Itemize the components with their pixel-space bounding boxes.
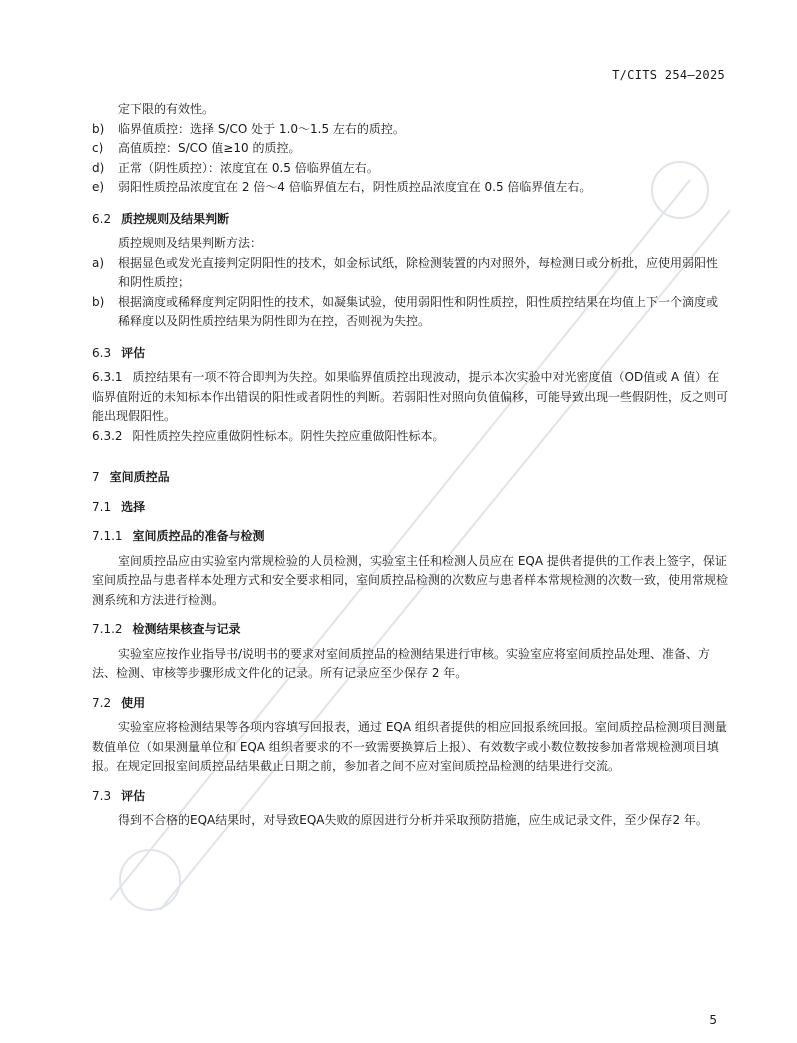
list-item-label: c)	[92, 141, 104, 155]
list-item-text: 正常（阴性质控）：浓度宜在 0.5 倍临界值左右。	[118, 160, 379, 175]
section-title: 评估	[121, 345, 146, 360]
paragraph: 质控规则及结果判断方法：	[118, 236, 263, 250]
section-number: 7	[92, 470, 100, 484]
section-title: 选择	[121, 499, 146, 514]
clause-6-3-2	[92, 427, 728, 447]
document-code: T/CITS 254—2025	[612, 68, 725, 82]
list-item-label: b)	[92, 121, 105, 136]
list-item-text: 弱阳性质控品浓度宜在 2 倍～4 倍临界值左右，阴性质控品浓度宜在 0.5 倍临界值左右。	[118, 180, 592, 194]
section-title: 质控规则及结果判断	[121, 211, 230, 226]
clause-text: 质控结果有一项不符合即判为失控。如果临界值质控出现波动，提示本次实验中对光密度值（OD值或 A 值）在临界值附近的未知标本作出错误的阳性或者阴性的判断。若弱阳性对照向负值偏移，可能导致出现一些假阴性，反之则可能出现假阳性。	[92, 370, 729, 423]
section-heading-7-3	[92, 787, 728, 807]
page-number: 5	[709, 1013, 717, 1027]
section-title: 检测结果核查与记录	[132, 622, 241, 636]
clause-number: 6.3.1	[92, 370, 123, 384]
document-body	[92, 100, 728, 831]
list-item	[92, 293, 728, 332]
section-number: 7.1	[92, 499, 112, 514]
paragraph: 实验室应将检测结果等各项内容填写回报表，通过 EQA 组织者提供的相应回报系统回报。室间质控品检测项目测量数值单位（如果测量单位和 EQA 组织者要求的不一致需要换算后上报）、有效数字或小数位数按参加者常规检测项目填报。在规定回报室间质控品结果截止日期之前，参加者之间不应对室间质控品检测的结果进行交流。	[92, 720, 727, 773]
section-heading-6-2	[92, 210, 728, 230]
section-heading-7-1	[92, 498, 728, 518]
section-number: 7.3	[92, 788, 112, 803]
paragraph: 实验室应按作业指导书/说明书的要求对室间质控品的检测结果进行审核。实验室应将室间质控品处理、准备、方法、检测、审核等步骤形成文件化的记录。所有记录应至少保存 2 年。	[92, 646, 711, 680]
list-item-label: d)	[92, 160, 105, 175]
list-item	[92, 159, 728, 179]
list-item-label: a)	[92, 255, 105, 270]
paragraph: 得到不合格的EQA结果时，对导致EQA失败的原因进行分析并采取预防措施，应生成记录文件，至少保存2 年。	[118, 813, 708, 827]
section-heading-6-3	[92, 344, 728, 364]
list-item	[92, 254, 728, 293]
list-item-text: 根据显色或发光直接判定阴阳性的技术，如金标试纸，除检测装置的内对照外，每检测日或分析批，应使用弱阳性和阴性质控；	[118, 255, 719, 289]
list-item	[92, 120, 728, 140]
section-number: 6.2	[92, 211, 112, 226]
section-heading-7-1-1	[92, 527, 728, 547]
list-item-text: 高值质控：S/CO 值≥10 的质控。	[118, 141, 301, 155]
clause-text: 阳性质控失控应重做阴性标本。阴性失控应重做阳性标本。	[132, 428, 445, 443]
section-number: 6.3	[92, 345, 112, 360]
list-item-label: e)	[92, 180, 105, 194]
section-title: 室间质控品	[109, 470, 170, 484]
clause-6-3-1	[92, 368, 728, 427]
list-item-continuation: 定下限的有效性。	[118, 102, 215, 116]
section-title: 室间质控品的准备与检测	[132, 529, 265, 543]
list-item-text: 根据滴度或稀释度判定阴阳性的技术，如凝集试验，使用弱阳性和阴性质控，阳性质控结果在均值上下一个滴度或稀释度以及阴性质控结果为阴性即为在控，否则视为失控。	[118, 294, 719, 328]
list-item	[92, 178, 728, 198]
section-heading-7-2	[92, 694, 728, 714]
paragraph: 室间质控品应由实验室内常规检验的人员检测，实验室主任和检测人员应在 EQA 提供者提供的工作表上签字，保证室间质控品与患者样本处理方式和安全要求相同，室间质控品检测的次数应与患者样本常规检测的次数一致，使用常规检测系统和方法进行检测。	[92, 553, 729, 607]
section-number: 7.1.2	[92, 622, 123, 636]
quality-control-list	[92, 120, 728, 198]
list-item-text: 临界值质控：选择 S/CO 处于 1.0～1.5 左右的质控。	[118, 121, 405, 136]
chapter-heading-7	[92, 468, 728, 488]
clause-number: 6.3.2	[92, 428, 123, 443]
section-heading-7-1-2	[92, 620, 728, 640]
section-number: 7.2	[92, 695, 112, 710]
section-number: 7.1.1	[92, 529, 123, 543]
list-item	[92, 139, 728, 159]
list-item-label: b)	[92, 294, 105, 309]
section-title: 使用	[121, 695, 146, 710]
section-title: 评估	[121, 788, 146, 803]
